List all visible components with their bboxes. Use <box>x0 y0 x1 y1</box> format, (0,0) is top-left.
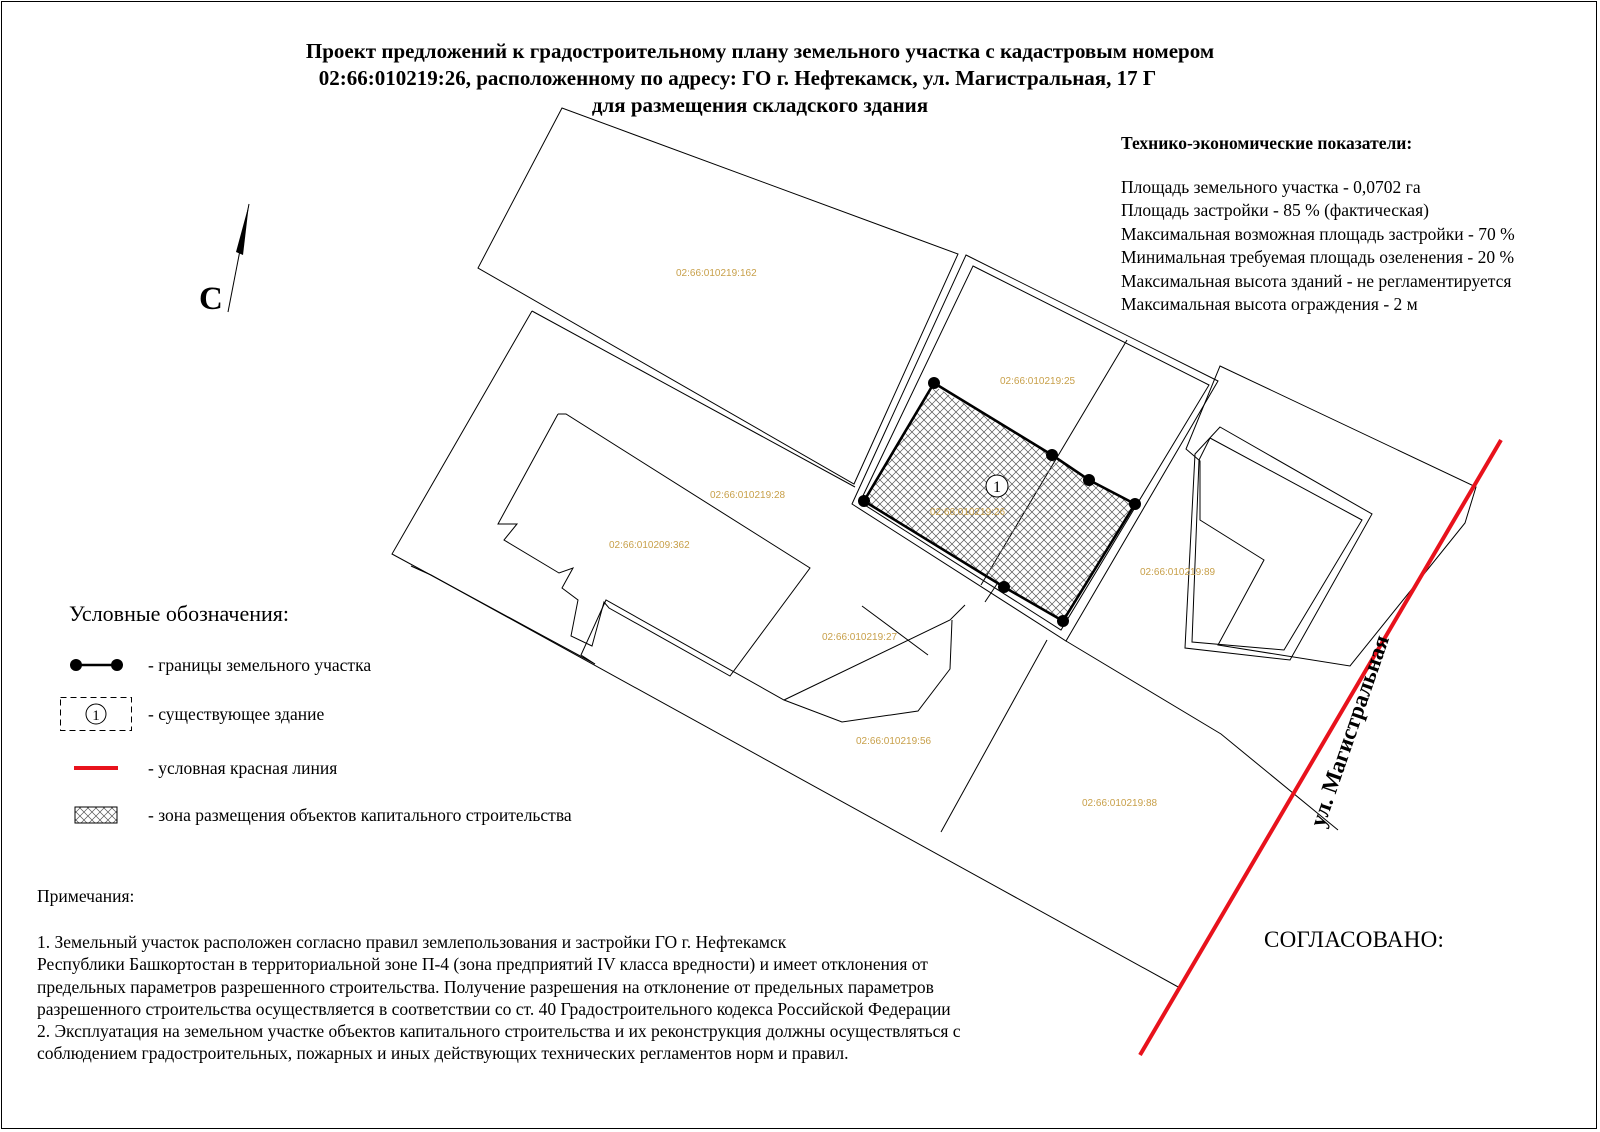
red-line <box>1140 440 1501 1055</box>
boundary-vertex <box>1057 615 1069 627</box>
parcel-label: 02:66:010219:89 <box>1140 567 1216 578</box>
approved-label: СОГЛАСОВАНО: <box>1264 927 1445 952</box>
north-label: С <box>199 281 223 317</box>
legend-red-line-symbol <box>60 751 132 785</box>
parcel-56-88-divider <box>941 640 1047 832</box>
note-line: предельных параметров разрешенного строительства. Получение разрешения на отклонение от предельных параметров <box>37 976 934 997</box>
legend-building-label: - существующее здание <box>148 703 325 724</box>
note-line: 1. Земельный участок расположен согласно правил землепользования и застройки ГО г. Нефтекамск <box>37 932 787 952</box>
tep-item: Максимальная высота зданий - не регламентируется <box>1121 270 1512 291</box>
boundary-vertex <box>1046 449 1058 461</box>
parcel-label: 02:66:010219:27 <box>822 632 898 643</box>
legend-boundary-label: - границы земельного участка <box>148 654 372 675</box>
legend-building-symbol <box>60 697 132 731</box>
legend-zone-label: - зона размещения объектов капитального строительства <box>148 804 572 825</box>
parcel-label: 02:66:010219:28 <box>710 490 786 501</box>
tep-heading: Технико-экономические показатели: <box>1121 133 1413 153</box>
boundary-vertex <box>928 377 940 389</box>
note-line: соблюдением градостроительных, пожарных и иных действующих технических регламентов норм и правил. <box>37 1043 849 1064</box>
notes-body <box>37 931 961 1065</box>
parcel-label: 02:66:010219:162 <box>676 268 757 279</box>
legend-red-line-label: - условная красная линия <box>148 757 338 778</box>
note-line: разрешенного строительства осуществляется в соответствии со ст. 40 Градостроительного кодекса Российской Федерации <box>37 998 951 1019</box>
street-label: ул. Магистральная <box>1305 631 1395 830</box>
legend-zone-symbol <box>60 798 132 832</box>
parcel-label: 02:66:010219:88 <box>1082 798 1158 809</box>
legend-title: Условные обозначения: <box>69 601 290 626</box>
parcel-89-inner <box>1185 427 1372 660</box>
parcel-362-divider <box>862 606 928 655</box>
title-line-1: Проект предложений к градостроительному плану земельного участка с кадастровым номером <box>305 39 1215 63</box>
title-line-3: для размещения складского здания <box>591 93 929 117</box>
tep-item: Минимальная требуемая площадь озеленения - 20 % <box>1121 247 1515 267</box>
parcel-162-outline <box>478 108 958 484</box>
boundary-vertex <box>858 495 870 507</box>
tep-item: Максимальная возможная площадь застройки - 70 % <box>1121 223 1515 244</box>
parcel-lower-boundary <box>411 566 1180 988</box>
note-line: Республики Башкортостан в территориальной зоне П-4 (зона предприятий IV класса вредности) и имеет отклонения от <box>37 954 928 975</box>
parcel-label: 02:66:010209:362 <box>609 540 690 551</box>
tep-item: Площадь застройки - 85 % (фактическая) <box>1121 200 1429 220</box>
boundary-vertex <box>1129 498 1141 510</box>
legend-building-number: 1 <box>92 708 100 724</box>
notes-heading: Примечания: <box>37 886 135 906</box>
legend-row-boundary <box>60 648 371 682</box>
parcel-label: 02:66:010219:26 <box>930 507 1006 518</box>
boundary-vertex <box>998 581 1010 593</box>
legend-boundary-symbol <box>60 648 132 682</box>
parcel-label: 02:66:010219:56 <box>856 736 932 747</box>
legend-row-red-line <box>60 751 337 785</box>
parcel-89-inner-2 <box>1192 438 1362 650</box>
title-line-2: 02:66:010219:26, расположенному по адресу: ГО г. Нефтекамск, ул. Магистральная, 17 Г <box>318 66 1157 90</box>
north-arrow <box>228 204 249 312</box>
building-number: 1 <box>993 479 1001 496</box>
parcel-89-outline <box>1186 366 1476 666</box>
legend-row-zone <box>60 798 572 832</box>
tep-item: Максимальная высота ограждения - 2 м <box>1121 294 1418 314</box>
note-line: 2. Эксплуатация на земельном участке объектов капитального строительства и их реконструкция должны осуществляться с <box>37 1021 961 1042</box>
legend-row-building <box>60 697 324 731</box>
parcel-label: 02:66:010219:25 <box>1000 376 1076 387</box>
boundary-vertex <box>1083 474 1095 486</box>
tep-item: Площадь земельного участка - 0,0702 га <box>1121 176 1421 197</box>
